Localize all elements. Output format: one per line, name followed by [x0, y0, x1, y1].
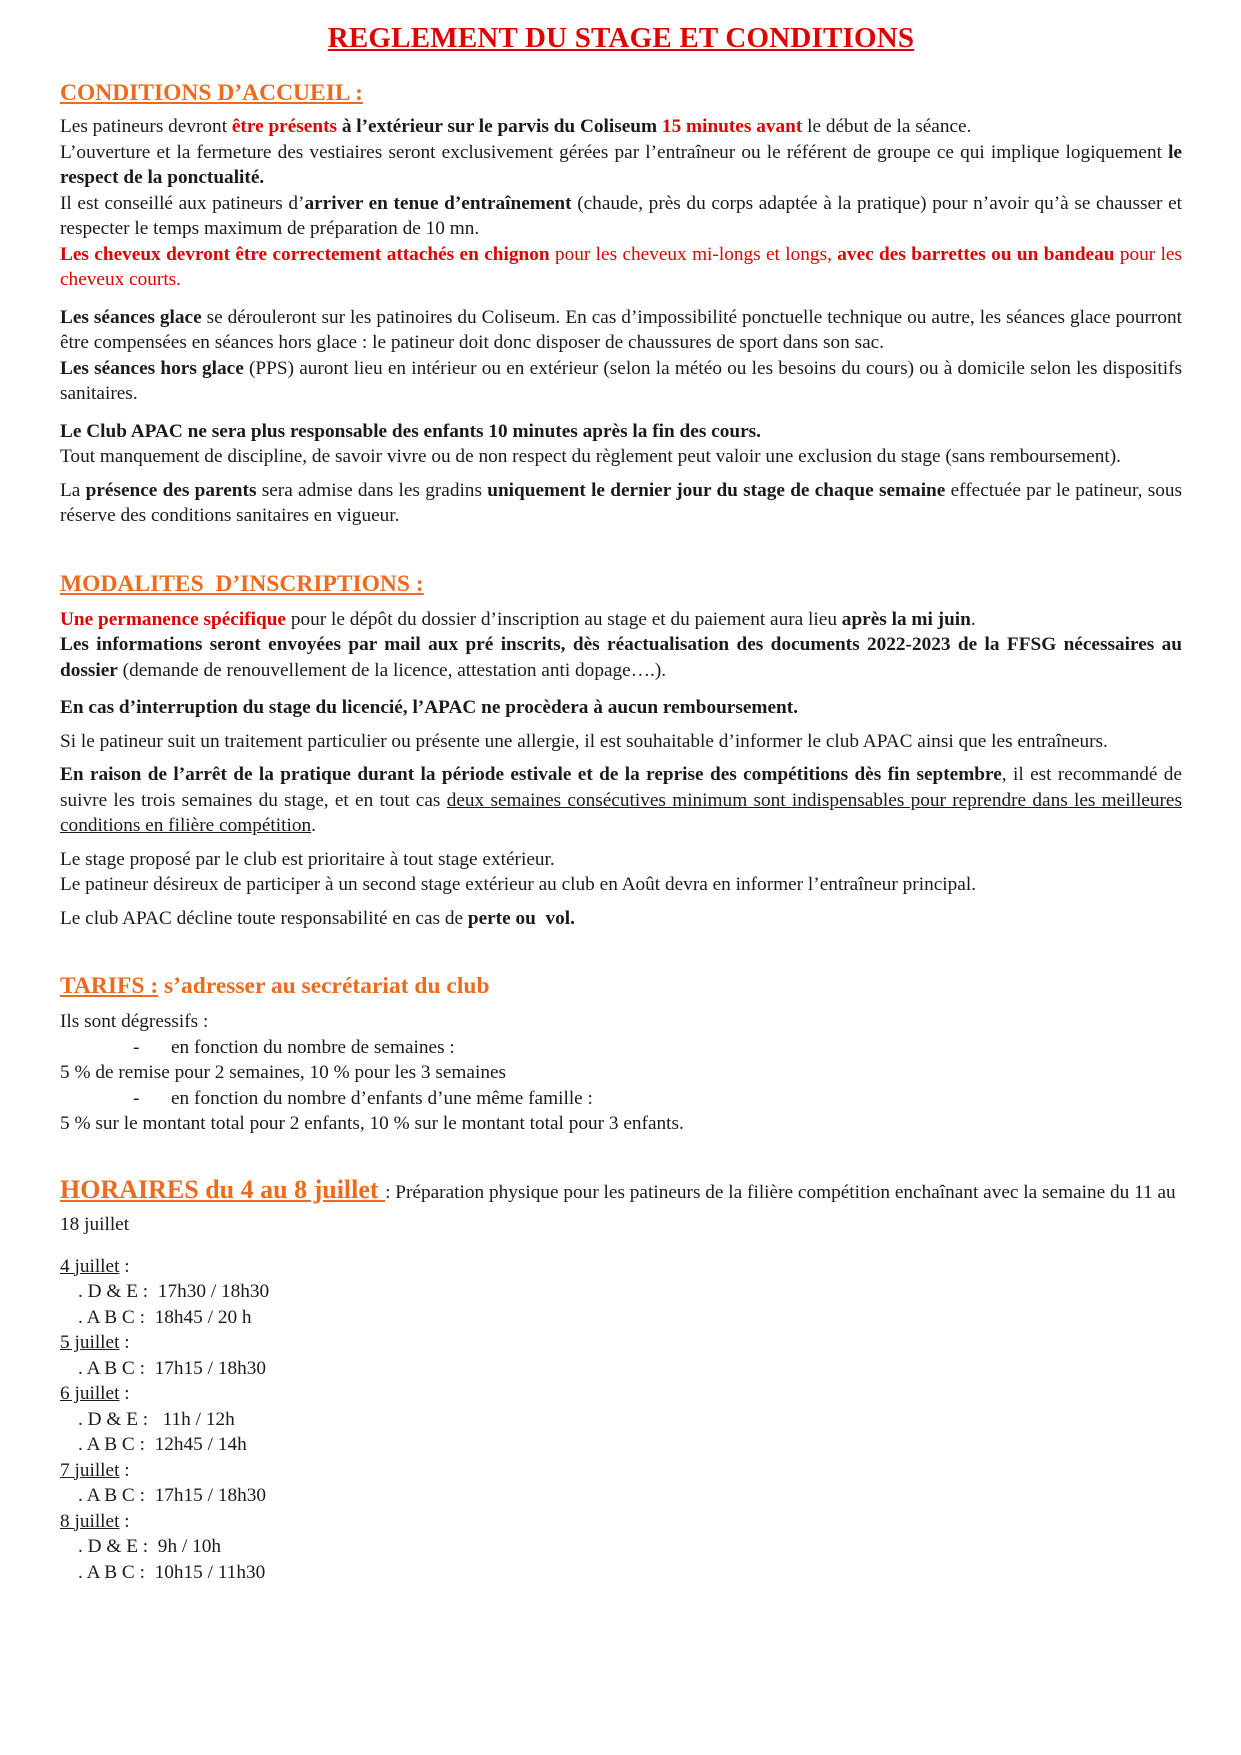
text-run-bold: Les informations seront envoyées par mail aux pré inscrits, dès réactualisation des documents 2022-2023 de la FFSG nécessaires au dossier [60, 634, 1182, 681]
text-run: : [119, 1332, 130, 1353]
schedule-list [60, 1254, 1182, 1586]
schedule-group-slot: . A B C : 12h45 / 14h [78, 1434, 247, 1455]
text-run: : [119, 1383, 130, 1404]
schedule-day-heading [60, 1381, 1182, 1407]
schedule-group-slot: . A B C : 18h45 / 20 h [78, 1306, 252, 1328]
section-heading-accueil [60, 78, 1182, 108]
schedule-day-heading [60, 1509, 1182, 1535]
text-run-bold: perte ou vol. [467, 907, 575, 929]
accueil-paragraph-7: Le Club APAC ne sera plus responsable des enfants 10 minutes après la fin des cours. [60, 420, 761, 442]
section-heading-horaires-rest: : Préparation physique pour les patineurs de la filière compétition enchaînant avec la semaine du 11 au 18 juillet [60, 1181, 1176, 1235]
section-heading-tarifs-rest: s’adresser au secrétariat du club [158, 973, 490, 999]
inscriptions-paragraph-5 [60, 762, 1182, 839]
schedule-day-label: 6 juillet [60, 1383, 120, 1404]
text-run: L’ouverture et la fermeture des vestiaires seront exclusivement gérées par l’entraîneur ou le référent de groupe ce qui implique logiquement [60, 141, 1169, 163]
schedule-day [60, 1458, 1182, 1509]
accueil-paragraph-5 [60, 305, 1182, 356]
text-run: pour les cheveux mi-longs et longs, [549, 243, 838, 265]
document-page [60, 18, 1182, 1585]
inscriptions-paragraph-3: En cas d’interruption du stage du licencié, l’APAC ne procèdera à aucun remboursement. [60, 697, 799, 718]
text-run-bold: arriver en tenue d’entraînement [304, 192, 572, 214]
text-run: sera admise dans les gradins [256, 479, 488, 501]
schedule-day-heading [60, 1458, 1182, 1484]
dash-bullet: - [133, 1087, 140, 1109]
text-run: . [970, 608, 976, 630]
text-run-emphasis: être présents [231, 116, 337, 137]
schedule-day-label: 8 juillet [60, 1510, 120, 1532]
accueil-paragraph-4 [60, 242, 1182, 293]
text-run-emphasis: Une permanence spécifique [60, 608, 286, 630]
text-run-bold: Les séances hors glace [60, 357, 244, 379]
tarifs-line-1: 5 % de remise pour 2 semaines, 10 % pour les 3 semaines [60, 1062, 507, 1083]
schedule-group-slot: . D & E : 17h30 / 18h30 [78, 1281, 270, 1302]
schedule-day [60, 1509, 1182, 1586]
section-heading-accueil-text: CONDITIONS D’ACCUEIL : [60, 80, 363, 106]
tarifs-bullet-1 [60, 1035, 1182, 1061]
inscriptions-paragraph-2 [60, 632, 1182, 683]
section-heading-horaires-label: HORAIRES du 4 au 8 juillet [60, 1174, 386, 1204]
text-run-bold: présence des parents [85, 479, 257, 501]
text-run: pour les cheveux courts. [60, 243, 1182, 290]
schedule-group-slot: . A B C : 17h15 / 18h30 [78, 1485, 267, 1506]
accueil-paragraph-3 [60, 191, 1182, 242]
schedule-day [60, 1381, 1182, 1458]
text-run: se dérouleront sur les patinoires du Coliseum. En cas d’impossibilité ponctuelle technique ou autre, les séances glace pourront être compensées en séances hors glace : le patineur doit donc disposer de chaussures de sport dans son sac. [60, 306, 1182, 353]
text-run: pour le dépôt du dossier d’inscription au stage et du paiement aura lieu [286, 608, 842, 630]
text-run-bold: à l’extérieur sur le parvis du Coliseum [337, 116, 658, 137]
text-run: effectuée par le patineur, sous réserve des conditions sanitaires en vigueur. [60, 479, 1182, 526]
accueil-paragraph-1 [60, 114, 1182, 140]
text-run: La [60, 479, 86, 501]
text-run-underlined: deux semaines consécutives minimum sont indispensables pour reprendre dans les meilleures conditions en filière compétition [60, 789, 1182, 836]
text-run: le début de la séance. [802, 116, 972, 137]
section-heading-tarifs-label: TARIFS : [60, 973, 159, 999]
inscriptions-paragraph-7: Le patineur désireux de participer à un second stage extérieur au club en Août devra en informer l’entraîneur principal. [60, 874, 977, 895]
section-heading-inscriptions [60, 569, 1182, 599]
schedule-group-slot: . A B C : 10h15 / 11h30 [78, 1561, 266, 1583]
tarifs-intro: Ils sont dégressifs : [60, 1011, 209, 1032]
text-run: : [119, 1510, 130, 1532]
dash-bullet: - [133, 1036, 140, 1058]
schedule-day [60, 1254, 1182, 1331]
schedule-group-slot: . D & E : 11h / 12h [78, 1408, 235, 1430]
text-run-bold: Les séances glace [60, 306, 202, 328]
schedule-day-label: 7 juillet [60, 1459, 120, 1481]
inscriptions-paragraph-8 [60, 906, 1182, 932]
schedule-day-heading [60, 1254, 1182, 1280]
text-run: en fonction du nombre de semaines : [171, 1036, 455, 1058]
schedule-day-label: 5 juillet [60, 1332, 120, 1353]
text-run: Il est conseillé aux patineurs d’ [60, 192, 305, 214]
text-run: (demande de renouvellement de la licence, attestation anti dopage….). [117, 659, 667, 681]
schedule-group-slot: . D & E : 9h / 10h [78, 1536, 221, 1557]
accueil-paragraph-2 [60, 140, 1182, 191]
document-title: REGLEMENT DU STAGE ET CONDITIONS [327, 22, 915, 54]
text-run-bold: le respect de la ponctualité. [60, 141, 1182, 188]
inscriptions-paragraph-6: Le stage proposé par le club est prioritaire à tout stage extérieur. [60, 848, 555, 870]
tarifs-line-2: 5 % sur le montant total pour 2 enfants, 10 % sur le montant total pour 3 enfants. [60, 1113, 684, 1134]
section-heading-horaires [60, 1175, 1182, 1240]
text-run-emphasis: 15 minutes avant [661, 116, 803, 137]
accueil-paragraph-6 [60, 356, 1182, 407]
text-run-bold: uniquement le dernier jour du stage de chaque semaine [487, 479, 946, 501]
tarifs-bullet-2 [60, 1086, 1182, 1112]
text-run-bold: après la mi juin [841, 608, 971, 630]
text-run: (PPS) auront lieu en intérieur ou en extérieur (selon la météo ou les besoins du cours) ou à domicile selon les dispositifs sanitaires. [60, 357, 1183, 404]
accueil-paragraph-8: Tout manquement de discipline, de savoir vivre ou de non respect du règlement peut valoir une exclusion du stage (sans remboursement). [60, 446, 1121, 467]
text-run: Le club APAC décline toute responsabilité en cas de [60, 907, 468, 929]
text-run: , il est recommandé de suivre les trois semaines du stage, et en tout cas [60, 764, 1182, 811]
text-run: en fonction du nombre d’enfants d’une même famille : [171, 1087, 593, 1109]
section-heading-tarifs [60, 971, 1182, 1001]
schedule-day-heading [60, 1330, 1182, 1356]
text-run-bold: En raison de l’arrêt de la pratique durant la période estivale et de la reprise des compétitions dès fin septembre [60, 764, 1002, 785]
schedule-day-label: 4 juillet [60, 1255, 120, 1277]
section-heading-inscriptions-text: MODALITES D’INSCRIPTIONS : [60, 570, 424, 597]
inscriptions-paragraph-4: Si le patineur suit un traitement particulier ou présente une allergie, il est souhaitable d’informer le club APAC ainsi que les entraîneurs. [60, 730, 1108, 752]
accueil-paragraph-9 [60, 478, 1182, 529]
text-run-bold: Les cheveux devront être correctement attachés en chignon [60, 243, 550, 265]
text-run: (chaude, près du corps adaptée à la pratique) pour n’avoir qu’à se chausser et respecter le temps maximum de préparation de 10 mn. [60, 192, 1182, 239]
schedule-day [60, 1330, 1182, 1381]
text-run: Les patineurs devront [60, 116, 232, 137]
text-run: : [119, 1459, 130, 1481]
inscriptions-paragraph-1 [60, 607, 1182, 633]
schedule-group-slot: . A B C : 17h15 / 18h30 [78, 1357, 267, 1379]
text-run-bold: avec des barrettes ou un bandeau [837, 243, 1115, 265]
text-run: : [119, 1255, 130, 1277]
text-run: . [311, 815, 316, 836]
